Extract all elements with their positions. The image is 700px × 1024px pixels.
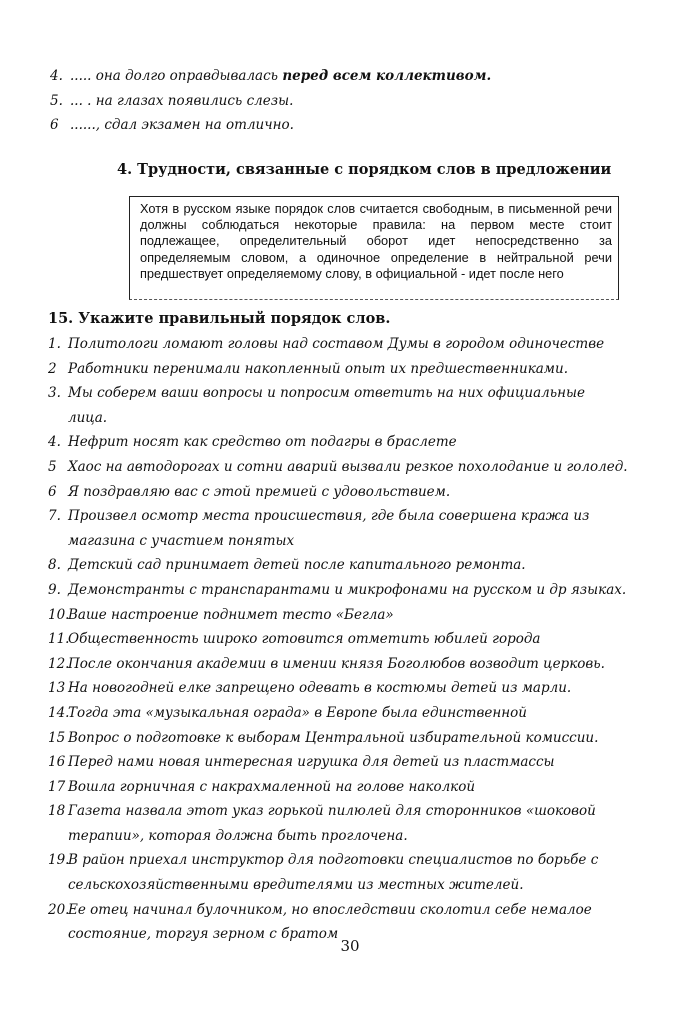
list-item <box>48 627 628 652</box>
list-item <box>48 553 628 578</box>
item-text: Политологи ломают головы над составом Думы в городом одиночестве <box>68 336 605 352</box>
item-text: Перед нами новая интересная игрушка для детей из пластмассы <box>68 754 555 771</box>
item-number: 1. <box>48 336 61 352</box>
item-text-bold: перед всем коллективом. <box>282 68 492 84</box>
item-text-regular: ..... она долго оправдывалась <box>70 68 283 84</box>
item-text: Детский сад принимает детей после капитального ремонта. <box>68 557 526 574</box>
item-text <box>70 113 650 138</box>
item-text <box>70 64 650 89</box>
list-item <box>48 848 628 897</box>
list-item <box>48 750 628 775</box>
item-number: 3. <box>48 385 61 402</box>
item-number: 6 <box>50 117 59 134</box>
list-item <box>48 799 628 848</box>
item-text: На новогодней елке запрещено одевать в костюмы детей из марли. <box>68 680 572 697</box>
item-text-regular: ... . на глазах появились слезы. <box>70 92 294 109</box>
list-item <box>48 726 628 751</box>
list-item <box>48 357 628 382</box>
item-number: 4. <box>48 434 61 451</box>
list-item <box>48 332 628 357</box>
list-item <box>48 676 628 701</box>
item-text: Нефрит носят как средство от подагры в браслете <box>68 434 457 451</box>
item-number: 5. <box>50 92 63 109</box>
item-text: Вошла горничная с накрахмаленной на голове наколкой <box>68 778 476 795</box>
list-item <box>48 578 628 603</box>
item-number: 11. <box>48 631 70 648</box>
task-list <box>48 332 628 947</box>
item-number: 10. <box>48 606 70 623</box>
list-item <box>50 89 650 114</box>
rule-box <box>129 196 619 300</box>
item-text: Произвел осмотр места происшествия, где была совершена кража из магазина с участием понятых <box>68 508 590 549</box>
item-text: Общественность широко готовится отметить юбилей города <box>68 631 541 648</box>
item-number: 5 <box>48 458 57 475</box>
item-text: После окончания академии в имении князя Боголюбов возводит церковь. <box>68 655 605 672</box>
list-item <box>48 775 628 800</box>
item-text: Вопрос о подготовке к выборам Центральной избирательной комиссии. <box>68 729 599 746</box>
list-item <box>48 652 628 677</box>
item-number: 19. <box>48 852 70 869</box>
list-item <box>50 64 650 89</box>
item-number: 4. <box>50 68 63 84</box>
item-number: 16 <box>48 754 66 771</box>
previous-exercise-items <box>50 64 650 138</box>
item-text: В район приехал инструктор для подготовки специалистов по борьбе с сельскохозяйственными вредителями из местных жителей. <box>68 852 599 894</box>
item-text: Я поздравляю вас с этой премией с удовольствием. <box>68 483 451 500</box>
list-item <box>48 430 628 455</box>
item-number: 7. <box>48 508 61 525</box>
list-item <box>48 381 628 430</box>
section-heading: 4. Трудности, связанные с порядком слов в предложении <box>117 161 612 178</box>
item-number: 8. <box>48 557 61 574</box>
item-number: 20. <box>48 901 70 918</box>
item-number: 6 <box>48 483 57 500</box>
item-text: Ее отец начинал булочником, но впоследствии сколотил себе немалое состояние, торгуя зерном с братом <box>68 901 592 943</box>
item-text: Ваше настроение поднимет тесто «Бегла» <box>68 606 394 623</box>
item-text-regular: ......, сдал экзамен на отлично. <box>70 117 294 134</box>
item-number: 18 <box>48 803 66 820</box>
item-number: 12. <box>48 655 70 672</box>
page-number: 30 <box>340 937 360 955</box>
task-title: 15. Укажите правильный порядок слов. <box>48 310 391 327</box>
list-item <box>48 455 628 480</box>
item-number: 14. <box>48 704 70 721</box>
list-item <box>48 480 628 505</box>
item-number: 13 <box>48 680 66 697</box>
item-text: Хаос на автодорогах и сотни аварий вызвали резкое похолодание и гололед. <box>68 458 628 475</box>
item-number: 2 <box>48 360 57 377</box>
item-number: 9. <box>48 581 61 598</box>
item-text: Газета назвала этот указ горькой пилюлей для сторонников «шоковой терапии», которая должна быть проглочена. <box>68 803 596 844</box>
item-text <box>70 89 650 114</box>
list-item <box>50 113 650 138</box>
list-item <box>48 504 628 553</box>
item-number: 15 <box>48 729 66 746</box>
item-text: Мы соберем ваши вопросы и попросим ответить на них официальные лица. <box>68 385 585 426</box>
item-number: 17 <box>48 778 66 795</box>
list-item <box>48 603 628 628</box>
rule-text: Хотя в русском языке порядок слов считается свободным, в письменной речи должны соблюдаться некоторые правила: на первом месте стоит подлежащее, определительный оборот идет непосредственно за определяемым словом, а одиночное определение в нейтральной речи предшествует определяемому слову, в официальной - идет после него <box>140 201 612 281</box>
item-text: Демонстранты с транспарантами и микрофонами на русском и др языках. <box>68 581 627 598</box>
list-item <box>48 701 628 726</box>
item-text: Тогда эта «музыкальная ограда» в Европе была единственной <box>68 704 527 721</box>
item-text: Работники перенимали накопленный опыт их предшественниками. <box>68 360 568 377</box>
